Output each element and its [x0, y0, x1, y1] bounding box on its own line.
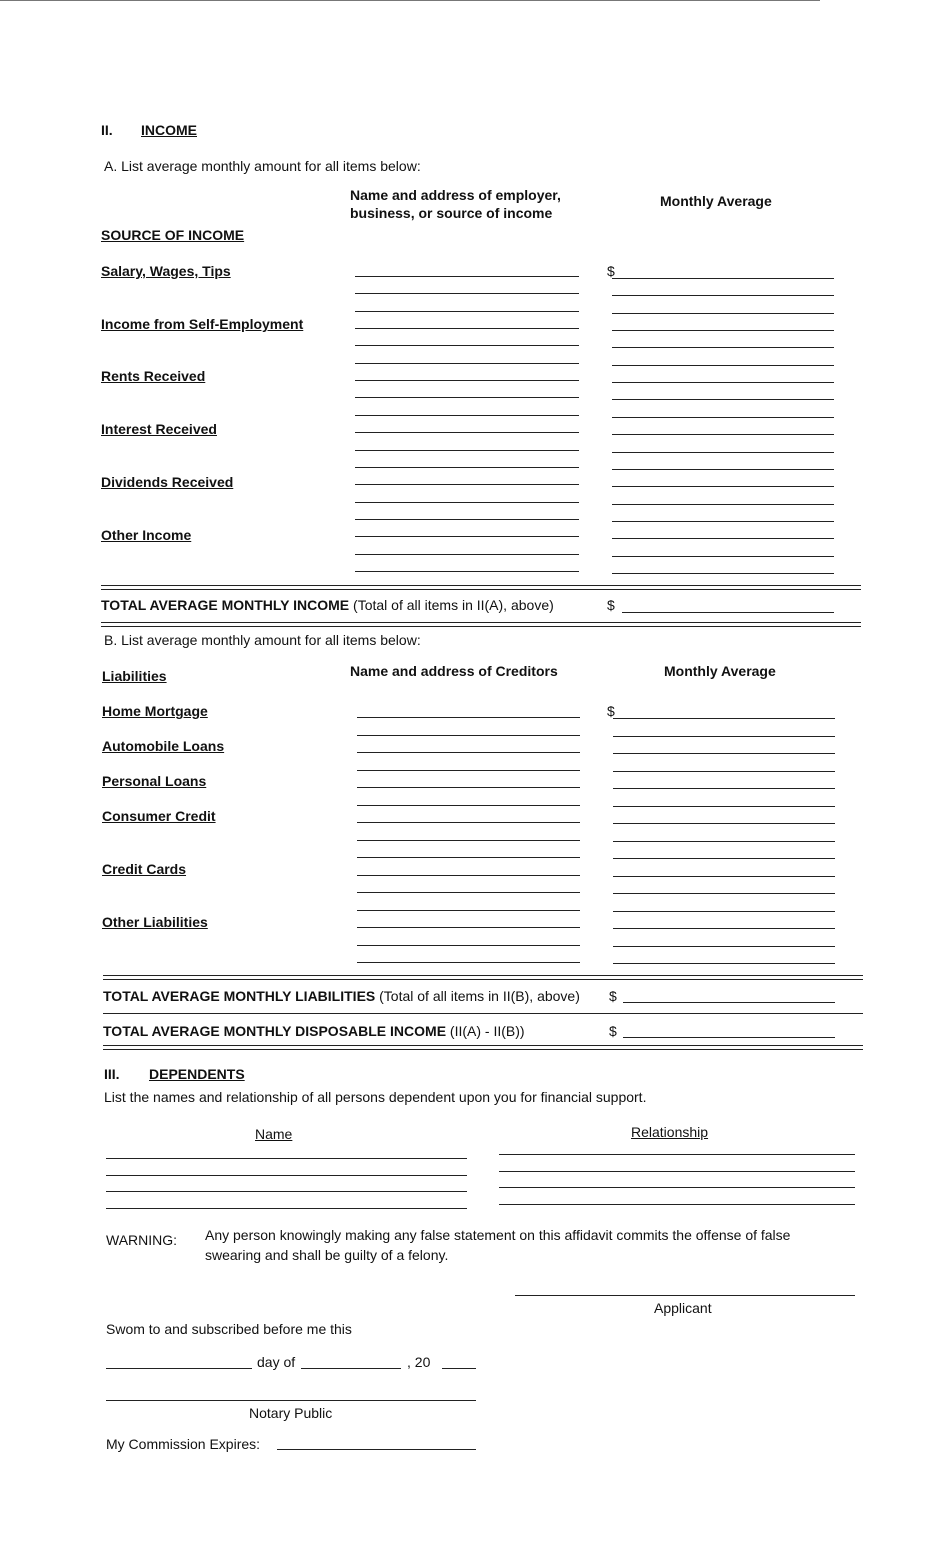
- liabilities-col1-header: Name and address of Creditors: [350, 663, 558, 679]
- dependent-relationship-line[interactable]: [499, 1171, 855, 1172]
- income-source-line[interactable]: [355, 311, 579, 312]
- income-source-line[interactable]: [355, 345, 579, 346]
- liability-item-consumer-credit: Consumer Credit: [102, 808, 216, 824]
- liabilities-divider-mid: [103, 1013, 863, 1014]
- warning-text-line2: swearing and shall be guilty of a felony.: [205, 1247, 449, 1263]
- creditor-line[interactable]: [357, 805, 580, 806]
- income-amount-line[interactable]: [612, 313, 834, 314]
- sworn-statement: Swom to and subscribed before me this: [106, 1321, 352, 1337]
- liabilities-divider-top: [103, 975, 863, 980]
- dependents-section-number: III.: [104, 1066, 120, 1082]
- income-col1-header-line1: Name and address of employer,: [350, 187, 561, 203]
- income-item-rents: Rents Received: [101, 368, 206, 384]
- creditor-line[interactable]: [357, 927, 580, 928]
- applicant-label: Applicant: [654, 1300, 712, 1316]
- liabilities-total-label: [103, 988, 580, 1004]
- income-source-line[interactable]: [355, 380, 579, 381]
- commission-expires-label: My Commission Expires:: [106, 1436, 261, 1452]
- disposable-total-dollar: $: [609, 1023, 617, 1039]
- income-amount-line[interactable]: [612, 330, 834, 331]
- creditor-line[interactable]: [357, 875, 580, 876]
- income-amount-line[interactable]: [612, 521, 834, 522]
- income-item-dividends: Dividends Received: [101, 474, 234, 490]
- liability-amount-line[interactable]: [613, 928, 835, 929]
- income-dollar-sign: $: [607, 263, 615, 279]
- income-source-line[interactable]: [355, 484, 579, 485]
- income-total-field[interactable]: [622, 612, 834, 613]
- income-amount-line[interactable]: [612, 504, 834, 505]
- liability-amount-line[interactable]: [613, 946, 835, 947]
- income-source-line[interactable]: [355, 502, 579, 503]
- income-source-line[interactable]: [355, 363, 579, 364]
- income-source-line[interactable]: [355, 450, 579, 451]
- income-col2-header: Monthly Average: [660, 193, 772, 209]
- liability-amount-line[interactable]: [613, 841, 835, 842]
- liabilities-total-bold: TOTAL AVERAGE MONTHLY LIABILITIES: [103, 988, 376, 1004]
- income-source-line[interactable]: [355, 519, 579, 520]
- liability-amount-line[interactable]: [613, 753, 835, 754]
- income-amount-line[interactable]: [612, 417, 834, 418]
- income-total-bold: TOTAL AVERAGE MONTHLY INCOME: [101, 597, 350, 613]
- liability-amount-line[interactable]: [613, 911, 835, 912]
- income-row-header: SOURCE OF INCOME: [101, 227, 245, 243]
- liability-item-other: Other Liabilities: [102, 914, 208, 930]
- income-instruction: A. List average monthly amount for all items below:: [104, 158, 421, 174]
- income-item-self-employment: Income from Self-Employment: [101, 316, 304, 332]
- liabilities-dollar-sign: $: [607, 703, 615, 719]
- creditor-line[interactable]: [357, 752, 580, 753]
- disposable-total-label: [103, 1023, 525, 1039]
- income-source-line[interactable]: [355, 467, 579, 468]
- dependent-name-line[interactable]: [106, 1191, 467, 1192]
- income-source-line[interactable]: [355, 397, 579, 398]
- liability-amount-line[interactable]: [613, 736, 835, 737]
- applicant-signature-line[interactable]: [515, 1295, 855, 1296]
- creditor-line[interactable]: [357, 735, 580, 736]
- dependent-relationship-line[interactable]: [499, 1187, 855, 1188]
- income-amount-line[interactable]: [612, 538, 834, 539]
- disposable-total-bold: TOTAL AVERAGE MONTHLY DISPOSABLE INCOME: [103, 1023, 447, 1039]
- income-amount-line[interactable]: [612, 382, 834, 383]
- day-of-label: day of: [257, 1354, 296, 1370]
- creditor-line[interactable]: [357, 717, 580, 718]
- income-amount-line[interactable]: [612, 452, 834, 453]
- notary-public-label: Notary Public: [249, 1405, 333, 1421]
- liability-amount-line[interactable]: [613, 823, 835, 824]
- sworn-day-field[interactable]: [106, 1368, 252, 1369]
- sworn-year-field[interactable]: [442, 1368, 476, 1369]
- dependent-name-line[interactable]: [106, 1158, 467, 1159]
- income-source-line[interactable]: [355, 432, 579, 433]
- warning-label: WARNING:: [106, 1232, 178, 1248]
- income-total-label: [101, 597, 554, 613]
- dependent-relationship-line[interactable]: [499, 1204, 855, 1205]
- income-amount-line[interactable]: [612, 573, 834, 574]
- dependents-section-title: DEPENDENTS: [149, 1066, 245, 1082]
- income-amount-line[interactable]: [612, 469, 834, 470]
- income-total-note: (Total of all items in II(A), above): [349, 597, 554, 613]
- income-divider-top: [101, 585, 861, 590]
- dependent-name-line[interactable]: [106, 1208, 467, 1209]
- income-item-interest: Interest Received: [101, 421, 217, 437]
- liability-amount-line[interactable]: [613, 963, 835, 964]
- liability-amount-line[interactable]: [613, 718, 835, 719]
- income-amount-line[interactable]: [612, 278, 834, 279]
- liabilities-total-dollar: $: [609, 988, 617, 1004]
- disposable-total-field[interactable]: [623, 1037, 835, 1038]
- liability-amount-line[interactable]: [613, 858, 835, 859]
- liability-amount-line[interactable]: [613, 893, 835, 894]
- liabilities-total-field[interactable]: [623, 1002, 835, 1003]
- creditor-line[interactable]: [357, 770, 580, 771]
- liability-item-home-mortgage: Home Mortgage: [102, 703, 208, 719]
- income-amount-line[interactable]: [612, 434, 834, 435]
- income-source-line[interactable]: [355, 554, 579, 555]
- income-amount-line[interactable]: [612, 556, 834, 557]
- income-item-salary: Salary, Wages, Tips: [101, 263, 231, 279]
- income-source-line[interactable]: [355, 293, 579, 294]
- commission-expires-field[interactable]: [277, 1449, 476, 1450]
- liability-item-credit-cards: Credit Cards: [102, 861, 187, 877]
- income-source-line[interactable]: [355, 536, 579, 537]
- dependents-name-header: Name: [255, 1126, 293, 1142]
- creditor-line[interactable]: [357, 840, 580, 841]
- liabilities-instruction: B. List average monthly amount for all items below:: [104, 632, 421, 648]
- dependent-relationship-line[interactable]: [499, 1154, 855, 1155]
- income-item-other: Other Income: [101, 527, 192, 543]
- creditor-line[interactable]: [357, 945, 580, 946]
- liability-amount-line[interactable]: [613, 806, 835, 807]
- warning-text-line1: Any person knowingly making any false statement on this affidavit commits the offense of false: [205, 1227, 791, 1243]
- creditor-line[interactable]: [357, 892, 580, 893]
- liabilities-col2-header: Monthly Average: [664, 663, 776, 679]
- income-source-line[interactable]: [355, 276, 579, 277]
- income-source-line[interactable]: [355, 328, 579, 329]
- liability-item-auto-loans: Automobile Loans: [102, 738, 225, 754]
- liability-item-personal-loans: Personal Loans: [102, 773, 207, 789]
- creditor-line[interactable]: [357, 822, 580, 823]
- liabilities-total-note: (Total of all items in II(B), above): [375, 988, 580, 1004]
- income-section-number: II.: [101, 122, 113, 138]
- income-amount-line[interactable]: [612, 399, 834, 400]
- disposable-total-note: (II(A) - II(B)): [446, 1023, 525, 1039]
- income-amount-line[interactable]: [612, 365, 834, 366]
- sworn-month-field[interactable]: [301, 1368, 401, 1369]
- year-prefix-label: , 20: [407, 1354, 431, 1370]
- liability-amount-line[interactable]: [613, 788, 835, 789]
- liability-amount-line[interactable]: [613, 771, 835, 772]
- creditor-line[interactable]: [357, 910, 580, 911]
- income-section-title: INCOME: [141, 122, 197, 138]
- income-amount-line[interactable]: [612, 486, 834, 487]
- creditor-line[interactable]: [357, 857, 580, 858]
- creditor-line[interactable]: [357, 962, 580, 963]
- income-amount-line[interactable]: [612, 295, 834, 296]
- disposable-divider-bottom: [103, 1045, 863, 1050]
- income-total-dollar: $: [607, 597, 615, 613]
- dependent-name-line[interactable]: [106, 1175, 467, 1176]
- dependents-instruction: List the names and relationship of all persons dependent upon you for financial support.: [104, 1089, 647, 1105]
- dependents-relationship-header: Relationship: [631, 1124, 709, 1140]
- income-amount-line[interactable]: [612, 347, 834, 348]
- creditor-line[interactable]: [357, 787, 580, 788]
- notary-signature-line[interactable]: [106, 1400, 476, 1401]
- income-col1-header-line2: business, or source of income: [350, 205, 553, 221]
- income-source-line[interactable]: [355, 571, 579, 572]
- scan-edge-line: [0, 0, 820, 1]
- liability-amount-line[interactable]: [613, 876, 835, 877]
- income-source-line[interactable]: [355, 415, 579, 416]
- liabilities-row-header: Liabilities: [102, 668, 167, 684]
- income-divider-bottom: [101, 622, 861, 627]
